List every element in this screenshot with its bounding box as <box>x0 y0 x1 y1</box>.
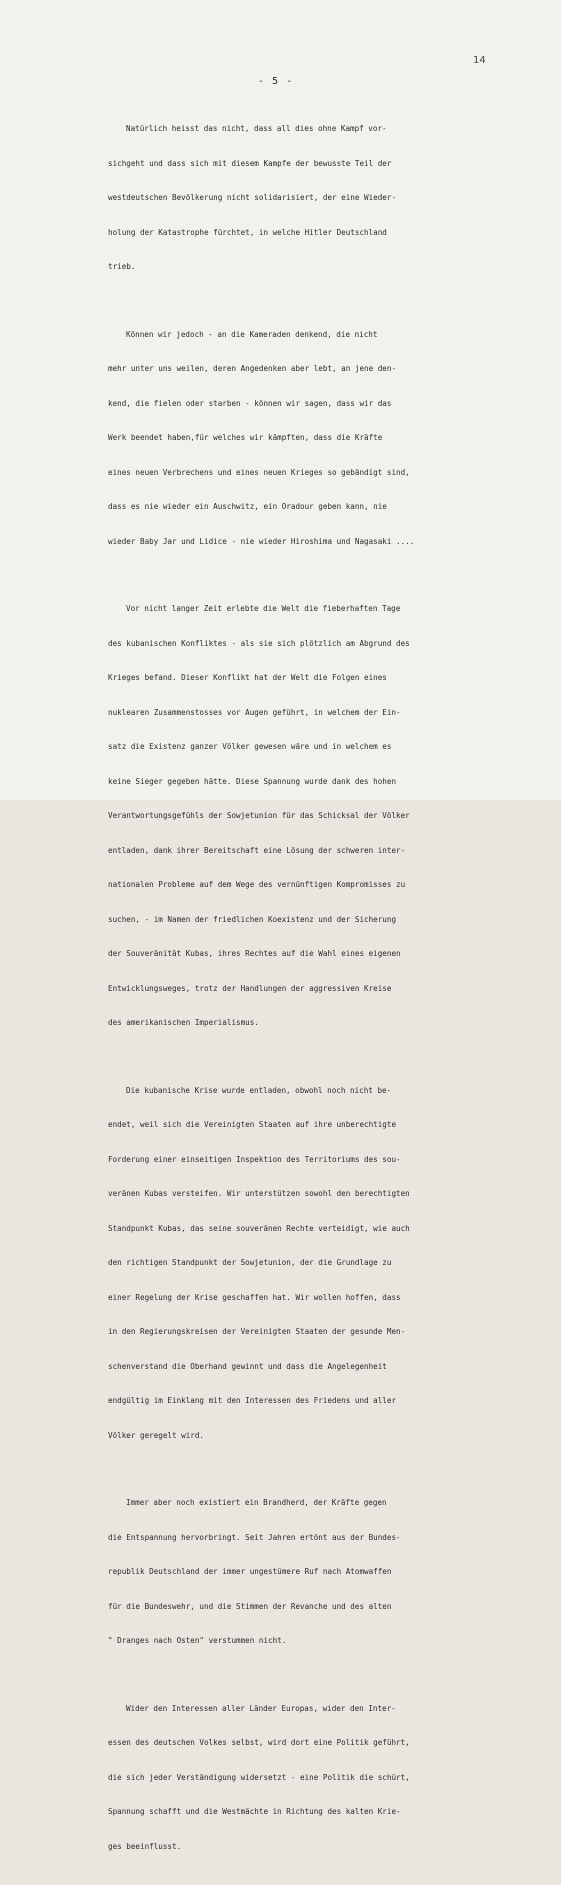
paragraph-4 <box>108 1062 528 1465</box>
text-line: Forderung einer einseitigen Inspektion des Territoriums des sou- <box>108 1154 401 1164</box>
text-line: entladen, dank ihrer Bereitschaft eine Lösung der schweren inter- <box>108 845 406 855</box>
paragraph-1 <box>108 100 528 296</box>
text-line: den richtigen Standpunkt der Sowjetunion, der die Grundlage zu <box>108 1258 392 1267</box>
text-line: " Dranges nach Osten" verstummen nicht. <box>108 1636 287 1645</box>
text-line: veränen Kubas versteifen. Wir unterstützen sowohl den berechtigten <box>108 1189 410 1198</box>
text-line: Krieges befand. Dieser Konflikt hat der Welt die Folgen eines <box>108 673 387 682</box>
text-line: wieder Baby Jar und Lidice - nie wieder Hiroshima und Nagasaki .... <box>108 536 415 546</box>
text-line: Die kubanische Krise wurde entladen, obwohl noch nicht be- <box>126 1085 392 1095</box>
text-line: in den Regierungskreisen der Vereinigten Staaten der gesunde Men- <box>108 1327 406 1336</box>
text-line: des amerikanischen Imperialismus. <box>108 1018 259 1027</box>
text-line: Wider den Interessen aller Länder Europas, wider den Inter- <box>126 1703 396 1713</box>
text-line: der Souveränität Kubas, ihres Rechtes auf die Wahl eines eigenen <box>108 949 401 958</box>
text-line: nationalen Probleme auf dem Wege des vernünftigen Kompromisses zu <box>108 880 406 889</box>
typed-page-number: - 5 - <box>258 76 294 87</box>
text-line: suchen, - im Namen der friedlichen Koexistenz und der Sicherung <box>108 914 397 924</box>
paragraph-2 <box>108 306 528 571</box>
text-line: kend, die fielen oder starben - können wir sagen, dass wir das <box>108 398 392 408</box>
paragraph-5 <box>108 1474 528 1670</box>
text-line: dass es nie wieder ein Auschwitz, ein Oradour geben kann, nie <box>108 502 387 511</box>
text-line: einer Regelung der Krise geschaffen hat. Wir wollen hoffen, dass <box>108 1292 401 1302</box>
document-body <box>108 100 528 1885</box>
text-line: Werk beendet haben,für welches wir kämpften, dass die Kräfte <box>108 433 383 442</box>
paragraph-6 <box>108 1680 528 1876</box>
text-line: Vor nicht langer Zeit erlebte die Welt die fieberhaften Tage <box>126 604 401 613</box>
text-line: Können wir jedoch - an die Kameraden denkend, die nicht <box>126 329 378 339</box>
text-line: schenverstand die Oberhand gewinnt und dass die Angelegenheit <box>108 1361 387 1371</box>
text-line: Entwicklungsweges, trotz der Handlungen der aggressiven Kreise <box>108 983 392 993</box>
handwritten-page-number: 14 <box>473 55 486 66</box>
text-line: holung der Katastrophe fürchtet, in welche Hitler Deutschland <box>108 227 387 237</box>
paragraph-3 <box>108 580 528 1052</box>
text-line: ges beeinflusst. <box>108 1841 182 1851</box>
text-line: nuklearen Zusammenstosses vor Augen geführt, in welchem der Ein- <box>108 707 401 717</box>
text-line: westdeutschen Bevölkerung nicht solidarisiert, der eine Wieder- <box>108 193 397 202</box>
text-line: Spannung schafft und die Westmächte in Richtung des kalten Krie- <box>108 1807 401 1816</box>
text-line: satz die Existenz ganzer Völker gewesen wäre und in welchem es <box>108 742 392 751</box>
text-line: endgültig im Einklang mit den Interessen des Friedens und aller <box>108 1396 397 1405</box>
text-line: Immer aber noch existiert ein Brandherd, der Kräfte gegen <box>126 1498 387 1507</box>
text-line: trieb. <box>108 262 136 271</box>
text-line: Völker geregelt wird. <box>108 1430 205 1440</box>
text-line: Natürlich heisst das nicht, dass all dies ohne Kampf vor- <box>126 124 387 133</box>
text-line: Verantwortungsgefühls der Sowjetunion für das Schicksal der Völker <box>108 811 410 820</box>
text-line: Standpunkt Kubas, das seine souveränen Rechte verteidigt, wie auch <box>108 1223 410 1233</box>
text-line: die Entspannung hervorbringt. Seit Jahren ertönt aus der Bundes- <box>108 1532 401 1542</box>
text-line: sichgeht und dass sich mit diesem Kampfe der bewusste Teil der <box>108 158 392 168</box>
text-line: des kubanischen Konfliktes - als sie sich plötzlich am Abgrund des <box>108 638 410 648</box>
text-line: für die Bundeswehr, und die Stimmen der Revanche und des alten <box>108 1601 392 1611</box>
text-line: keine Sieger gegeben hätte. Diese Spannung wurde dank des hohen <box>108 776 397 786</box>
text-line: mehr unter uns weilen, deren Angedenken aber lebt, an jene den- <box>108 364 397 373</box>
text-line: eines neuen Verbrechens und eines neuen Krieges so gebändigt sind, <box>108 467 410 477</box>
text-line: essen des deutschen Volkes selbst, wird dort eine Politik geführt, <box>108 1738 410 1747</box>
text-line: endet, weil sich die Vereinigten Staaten auf ihre unberechtigte <box>108 1120 397 1129</box>
text-line: republik Deutschland der immer ungestümere Ruf nach Atomwaffen <box>108 1567 392 1576</box>
text-line: die sich jeder Verständigung widersetzt - eine Politik die schürt, <box>108 1772 410 1782</box>
